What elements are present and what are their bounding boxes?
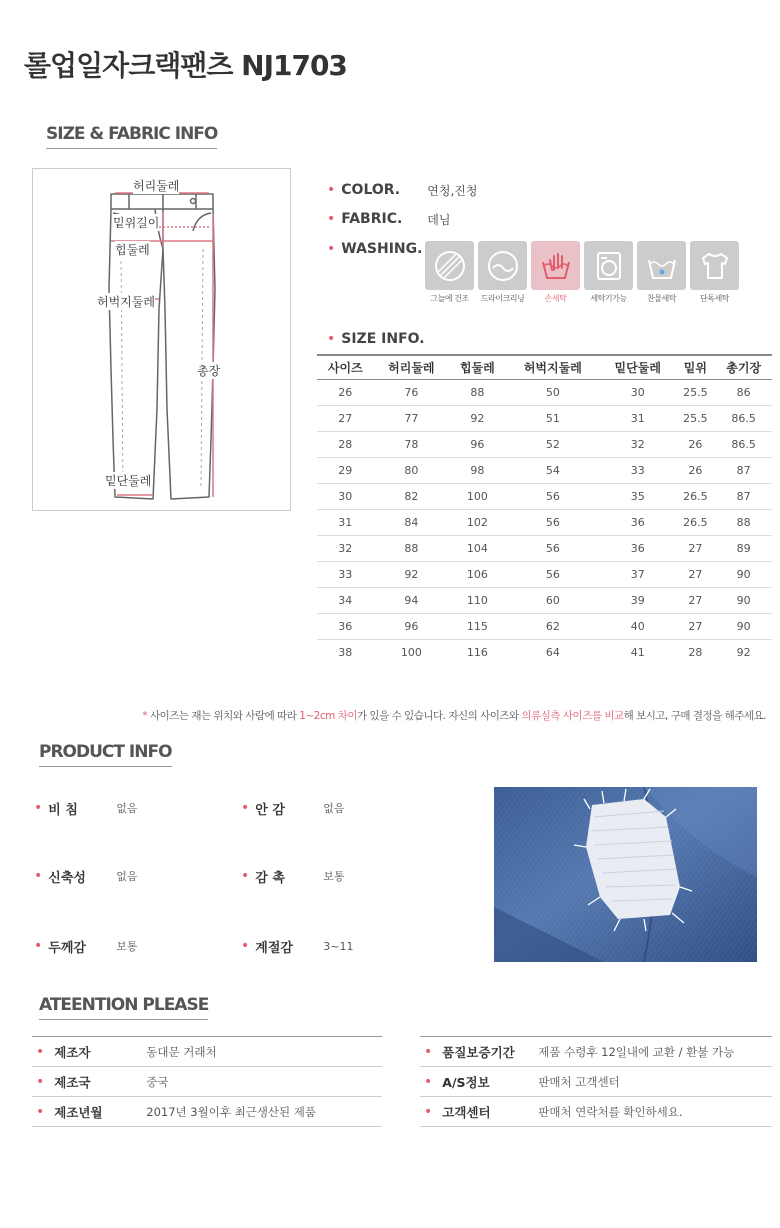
column-header: 힙둘레 — [449, 355, 506, 379]
table-cell: 90 — [715, 587, 772, 613]
size-fabric-heading: SIZE & FABRIC INFO — [46, 124, 217, 149]
table-cell: 50 — [506, 379, 600, 405]
bullet-icon: • — [36, 1103, 45, 1120]
washing-icons — [425, 241, 739, 304]
bullet-icon: • — [327, 211, 336, 227]
table-cell: 35 — [600, 483, 675, 509]
wash-label: 그늘에 건조 — [430, 294, 469, 303]
note-highlight: 의류실측 사이즈를 비교 — [521, 710, 624, 722]
table-cell: 27 — [675, 535, 715, 561]
bullet-icon: • — [241, 800, 250, 816]
bullet-icon: • — [34, 938, 43, 954]
wash-label: 손세탁 — [544, 294, 567, 303]
attention-key: 제조자 — [54, 1044, 91, 1060]
note-star: * — [142, 710, 148, 722]
table-row — [317, 613, 772, 639]
attention-row — [32, 1037, 382, 1067]
table-cell: 116 — [466, 645, 488, 659]
table-cell: 92 — [449, 405, 506, 431]
wash-label: 단독세탁 — [700, 294, 729, 303]
table-cell: 37 — [600, 561, 675, 587]
table-cell: 90 — [715, 613, 772, 639]
table-row — [317, 379, 772, 405]
attention-row — [420, 1037, 772, 1067]
table-cell: 28 — [688, 645, 703, 659]
column-header: 허벅지둘레 — [506, 355, 600, 379]
table-cell: 104 — [449, 535, 506, 561]
attention-key: 제조국 — [54, 1074, 91, 1090]
note-highlight: 1~2cm 차이 — [299, 710, 357, 722]
attention-value: 제품 수령후 12일내에 교환 / 환불 가능 — [538, 1044, 735, 1059]
note-text: 사이즈는 재는 위치와 사람에 따라 — [147, 710, 300, 722]
bullet-icon: • — [36, 1043, 45, 1060]
table-cell: 54 — [506, 457, 600, 483]
product-attr-key: 감 촉 — [255, 870, 285, 886]
table-row — [317, 431, 772, 457]
table-row — [317, 535, 772, 561]
table-cell: 102 — [449, 509, 506, 535]
table-cell: 62 — [506, 613, 600, 639]
size-note — [142, 708, 766, 723]
table-cell: 86.5 — [715, 405, 772, 431]
wash-shade-dry — [425, 241, 474, 304]
attention-row — [32, 1097, 382, 1127]
attention-right — [420, 1036, 772, 1127]
color-value: 연청,진청 — [427, 183, 478, 198]
product-attr-key: 계절감 — [255, 940, 293, 956]
fabric-value: 데님 — [427, 212, 451, 227]
wash-machine — [584, 241, 633, 304]
table-cell: 36 — [600, 509, 675, 535]
size-table — [317, 354, 772, 665]
cold-wash-icon — [637, 241, 686, 290]
table-row — [317, 561, 772, 587]
table-cell: 84 — [374, 509, 449, 535]
table-cell: 26.5 — [675, 483, 715, 509]
table-cell: 94 — [374, 587, 449, 613]
table-cell: 41 — [630, 645, 645, 659]
rise-label: 밑위길이 — [113, 216, 160, 230]
table-cell: 115 — [449, 613, 506, 639]
table-cell: 56 — [506, 535, 600, 561]
table-cell: 33 — [317, 561, 374, 587]
fabric-row — [327, 209, 450, 229]
table-cell: 28 — [317, 431, 374, 457]
product-attr-value: 3~11 — [323, 939, 354, 953]
product-attr — [241, 798, 345, 818]
table-cell: 25.5 — [675, 379, 715, 405]
bullet-icon: • — [34, 868, 43, 884]
table-cell: 32 — [600, 431, 675, 457]
separate-wash-icon — [690, 241, 739, 290]
attention-key: 제조년월 — [54, 1104, 103, 1120]
product-attr — [34, 798, 138, 818]
table-cell: 82 — [374, 483, 449, 509]
table-cell: 36 — [600, 535, 675, 561]
attention-value: 판매처 연락처를 확인하세요. — [538, 1104, 683, 1119]
note-text: 가 있을 수 있습니다. 자신의 사이즈와 — [356, 710, 522, 722]
bullet-icon: • — [424, 1103, 433, 1120]
table-cell: 27 — [317, 405, 374, 431]
attention-left — [32, 1036, 382, 1127]
wash-label: 세탁기가능 — [590, 294, 627, 303]
wash-label: 찬물세탁 — [647, 294, 676, 303]
pants-diagram — [32, 168, 291, 511]
hip-label: 힙둘레 — [115, 243, 150, 257]
bullet-icon: • — [327, 182, 336, 198]
table-cell: 96 — [449, 431, 506, 457]
product-attr-key: 비 침 — [48, 802, 78, 818]
denim-detail-image — [494, 787, 757, 962]
table-cell: 25.5 — [675, 405, 715, 431]
note-text: 해 보시고, 구매 결정을 해주세요. — [623, 710, 766, 722]
table-cell: 29 — [317, 457, 374, 483]
product-attr-key: 두께감 — [48, 940, 86, 956]
table-cell: 31 — [317, 509, 374, 535]
table-cell: 92 — [736, 645, 751, 659]
column-header: 허리둘레 — [374, 355, 449, 379]
table-cell: 87 — [715, 483, 772, 509]
wash-separate — [690, 241, 739, 304]
product-attr — [241, 866, 345, 886]
table-cell: 40 — [600, 613, 675, 639]
color-key: COLOR. — [341, 182, 401, 198]
bullet-icon: • — [241, 868, 250, 884]
product-attr — [241, 936, 353, 956]
product-attr-value: 없음 — [116, 802, 138, 815]
size-table-body — [317, 379, 772, 665]
attention-key: 품질보증기간 — [442, 1044, 515, 1060]
table-cell: 26 — [675, 457, 715, 483]
table-cell: 56 — [506, 483, 600, 509]
product-info-heading: PRODUCT INFO — [39, 742, 172, 767]
table-cell: 33 — [600, 457, 675, 483]
table-cell: 26 — [317, 379, 374, 405]
table-cell: 39 — [600, 587, 675, 613]
table-cell: 77 — [374, 405, 449, 431]
product-attr — [34, 936, 138, 956]
table-cell: 87 — [715, 457, 772, 483]
pants-outline-icon — [33, 169, 292, 512]
washing-row — [327, 239, 427, 259]
table-cell: 78 — [374, 431, 449, 457]
table-cell: 31 — [600, 405, 675, 431]
wash-cold — [637, 241, 686, 304]
table-cell: 26 — [675, 431, 715, 457]
table-cell: 51 — [506, 405, 600, 431]
attention-row — [420, 1097, 772, 1127]
size-table-header — [317, 355, 772, 379]
table-row — [317, 483, 772, 509]
table-cell: 98 — [449, 457, 506, 483]
wash-dry-clean — [478, 241, 527, 304]
product-attr-value: 없음 — [116, 870, 138, 883]
attention-value: 동대문 거래처 — [146, 1044, 217, 1059]
table-cell: 27 — [675, 613, 715, 639]
table-row — [317, 509, 772, 535]
table-cell: 32 — [317, 535, 374, 561]
table-row — [317, 405, 772, 431]
table-cell: 30 — [317, 483, 374, 509]
table-cell: 26.5 — [675, 509, 715, 535]
hem-label: 밑단둘레 — [105, 474, 152, 488]
bullet-icon: • — [36, 1073, 45, 1090]
bullet-icon: • — [241, 938, 250, 954]
bullet-icon: • — [327, 241, 336, 257]
product-attr-value: 보통 — [323, 870, 345, 883]
column-header: 사이즈 — [317, 355, 374, 379]
dry-clean-icon — [478, 241, 527, 290]
washing-key: WASHING. — [341, 241, 423, 257]
table-cell: 88 — [715, 509, 772, 535]
table-cell: 86.5 — [715, 431, 772, 457]
shade-dry-icon — [425, 241, 474, 290]
table-cell: 90 — [715, 561, 772, 587]
table-cell: 52 — [506, 431, 600, 457]
table-cell: 34 — [317, 587, 374, 613]
column-header: 밑위 — [675, 355, 715, 379]
table-cell: 100 — [400, 645, 422, 659]
table-cell: 30 — [600, 379, 675, 405]
bullet-icon: • — [424, 1043, 433, 1060]
attention-heading: ATEENTION PLEASE — [39, 995, 208, 1020]
column-header: 총기장 — [715, 355, 772, 379]
bullet-icon: • — [34, 800, 43, 816]
table-row — [317, 457, 772, 483]
table-cell: 86 — [715, 379, 772, 405]
table-cell: 76 — [374, 379, 449, 405]
table-cell: 88 — [374, 535, 449, 561]
product-attr-key: 안 감 — [255, 802, 285, 818]
table-cell: 27 — [675, 561, 715, 587]
table-row — [317, 587, 772, 613]
fabric-key: FABRIC. — [341, 211, 403, 227]
table-cell: 88 — [449, 379, 506, 405]
product-attr-key: 신축성 — [48, 870, 86, 886]
product-attr — [34, 866, 138, 886]
color-row — [327, 180, 477, 200]
attention-key: A/S정보 — [442, 1074, 490, 1090]
table-cell: 64 — [545, 645, 560, 659]
hand-wash-icon — [531, 241, 580, 290]
product-attr-value: 보통 — [116, 940, 138, 953]
table-cell: 56 — [506, 561, 600, 587]
table-cell: 38 — [338, 645, 353, 659]
table-cell: 106 — [449, 561, 506, 587]
length-label: 총장 — [197, 364, 221, 378]
wash-hand-wash — [531, 241, 580, 304]
table-cell: 92 — [374, 561, 449, 587]
table-cell: 100 — [449, 483, 506, 509]
attention-row — [420, 1067, 772, 1097]
table-cell: 27 — [675, 587, 715, 613]
table-cell: 56 — [506, 509, 600, 535]
table-cell: 80 — [374, 457, 449, 483]
bullet-icon: • — [327, 331, 336, 347]
attention-row — [32, 1067, 382, 1097]
table-cell: 110 — [449, 587, 506, 613]
attention-value: 중국 — [146, 1074, 169, 1089]
table-cell: 60 — [506, 587, 600, 613]
attention-value: 판매처 고객센터 — [538, 1074, 620, 1089]
table-cell: 89 — [715, 535, 772, 561]
size-info-row — [327, 329, 427, 349]
waist-label: 허리둘레 — [133, 179, 180, 193]
attention-value: 2017년 3월이후 최근생산된 제품 — [146, 1104, 317, 1119]
product-attr-value: 없음 — [323, 802, 345, 815]
thigh-label: 허벅지둘레 — [97, 295, 155, 309]
page-title: 롤업일자크랙팬츠 NJ1703 — [24, 49, 347, 82]
table-cell: 36 — [317, 613, 374, 639]
table-row — [317, 639, 772, 665]
wash-label: 드라이크리닝 — [480, 294, 525, 303]
table-cell: 96 — [374, 613, 449, 639]
size-info-key: SIZE INFO. — [341, 331, 425, 347]
attention-key: 고객센터 — [442, 1104, 491, 1120]
bullet-icon: • — [424, 1073, 433, 1090]
washing-machine-icon — [584, 241, 633, 290]
column-header: 밑단둘레 — [600, 355, 675, 379]
